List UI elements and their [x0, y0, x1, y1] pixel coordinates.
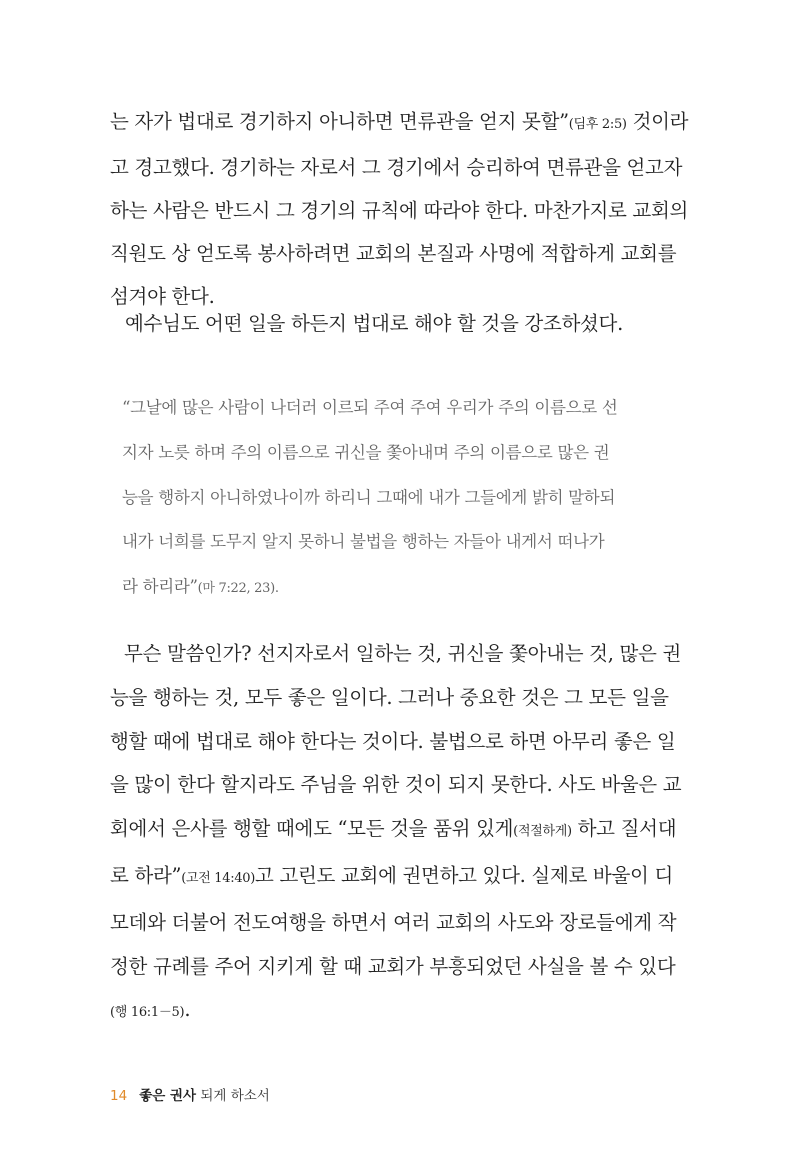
quote-line: “그날에 많은 사람이 나더러 이르되 주여 주여 우리가 주의 이름으로 선	[122, 398, 618, 417]
paragraph-2	[125, 308, 685, 340]
page-number: 14	[110, 1088, 128, 1104]
paragraph-line: 예수님도 어떤 일을 하든지 법대로 해야 할 것을 강조하셨다.	[125, 312, 623, 335]
paragraph-line	[110, 100, 689, 146]
paragraph-line	[110, 807, 677, 854]
quote-line: 지자 노릇 하며 주의 이름으로 귀신을 쫓아내며 주의 이름으로 많은 권	[122, 442, 610, 462]
paragraph-line	[110, 854, 673, 901]
page-footer	[110, 1084, 270, 1104]
paragraph-1	[110, 100, 689, 318]
gloss-note: (적절하게)	[513, 824, 572, 840]
quote-line: 내가 너희를 도무지 알지 못하니 불법을 행하는 자들아 내게서 떠나가	[122, 532, 605, 552]
scripture-quote	[122, 386, 662, 612]
scripture-reference: (마 7:22, 23).	[197, 581, 279, 597]
paragraph-line: 직원도 상 얻도록 봉사하려면 교회의 본질과 사명에 적합하게 교회를	[110, 242, 677, 265]
scripture-reference: (고전 14:40)	[181, 870, 256, 886]
paragraph-line: 모데와 더불어 전도여행을 하면서 여러 교회의 사도와 장로들에게 작	[110, 910, 677, 934]
scripture-reference: (딤후 2:5)	[568, 117, 627, 132]
text-run: 라 하리라”	[122, 577, 198, 597]
paragraph-line: 능을 행하는 것, 모두 좋은 일이다. 그러나 중요한 것은 그 모든 일을	[110, 685, 669, 709]
quote-line: 능을 행하지 아니하였나이까 하리니 그때에 내가 그들에게 밝히 말하되	[122, 487, 616, 507]
scripture-reference: (행 16:1－5)	[110, 1005, 185, 1021]
text-run: 것이라	[626, 110, 689, 133]
paragraph-line: 섬겨야 한다.	[110, 285, 215, 308]
paragraph-line: 고 경고했다. 경기하는 자로서 그 경기에서 승리하여 면류관을 얻고자	[110, 156, 683, 179]
book-title-rest: 되게 하소서	[196, 1088, 270, 1104]
paragraph-line: 을 많이 한다 할지라도 주님을 위한 것이 되지 못한다. 사도 바울은 교	[110, 773, 682, 797]
text-run: 는 자가 법대로 경기하지 아니하면 면류관을 얻지 못할”	[110, 110, 569, 133]
paragraph-line	[110, 988, 670, 1035]
text-run: 고 고린도 교회에 권면하고 있다. 실제로 바울이 디	[255, 863, 673, 887]
paragraph-line: 정한 규례를 주어 지키게 할 때 교회가 부흥되었던 사실을 볼 수 있다	[110, 954, 676, 978]
text-run: 회에서 은사를 행할 때에도 “모든 것을 품위 있게	[110, 817, 514, 841]
text-run: 하고 질서대	[571, 817, 677, 841]
paragraph-line: 하는 사람은 반드시 그 경기의 규칙에 따라야 한다. 마찬가지로 교회의	[110, 199, 689, 222]
paragraph-line: 무슨 말씀인가? 선지자로서 일하는 것, 귀신을 쫓아내는 것, 많은 권	[124, 642, 682, 665]
paragraph-3	[110, 632, 682, 1035]
running-book-title	[139, 1084, 270, 1104]
text-run: 로 하라”	[110, 863, 182, 887]
quote-line	[122, 565, 662, 612]
text-run: .	[184, 998, 191, 1022]
paragraph-line: 행할 때에 법대로 해야 한다는 것이다. 불법으로 하면 아무리 좋은 일	[110, 729, 676, 753]
book-title-emphasis: 좋은 권사	[139, 1088, 197, 1104]
